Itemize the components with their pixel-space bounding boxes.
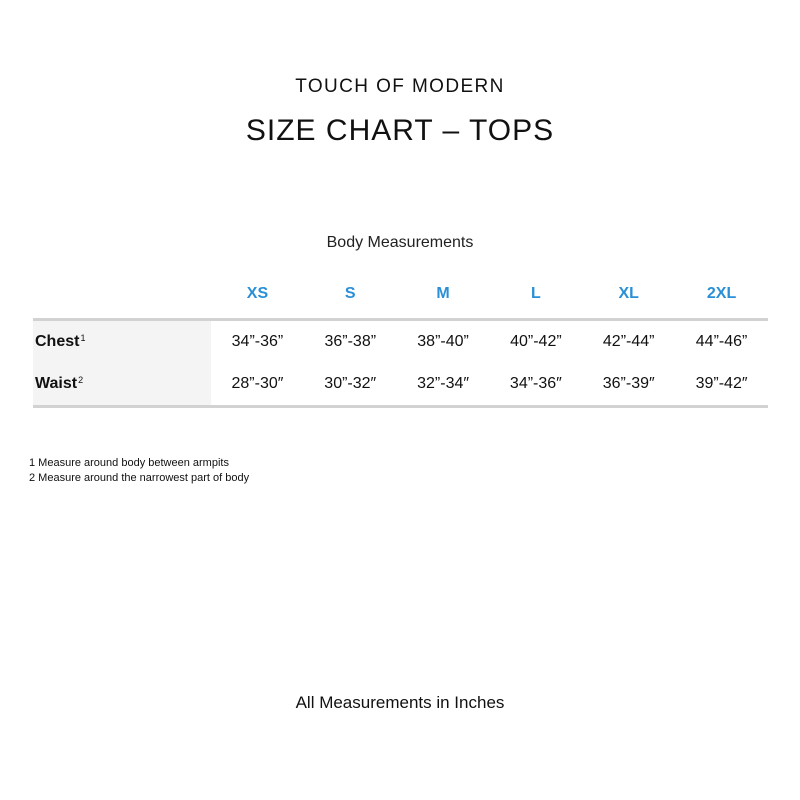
table-cell: 34”-36” [231, 333, 284, 350]
table-cell: 36”-38” [324, 333, 377, 350]
size-header-m: M [397, 270, 490, 320]
brand-logo: TOUCH OF MODERN [295, 76, 505, 97]
table-cell: 34”-36″ [489, 363, 582, 407]
table-caption: Body Measurements [326, 234, 474, 251]
footnote-2: 2 Measure around the narrowest part of body [29, 472, 250, 484]
row-label-text: Waist [35, 375, 78, 392]
table-cell: 28”-30″ [211, 363, 304, 407]
table-cell: 38”-40” [417, 333, 469, 350]
size-header-xs: XS [211, 270, 304, 320]
size-header-row [33, 270, 768, 320]
size-header-2xl: 2XL [675, 270, 768, 320]
header-corner [33, 270, 211, 320]
row-label-text: Chest [35, 333, 80, 350]
footnote-1: 1 Measure around body between armpits [29, 457, 229, 469]
size-header-s: S [304, 270, 397, 320]
table-cell: 39”-42″ [675, 363, 768, 407]
row-label-chest [33, 320, 211, 364]
footnote-mark: 2 [78, 375, 84, 385]
table-row-chest [33, 320, 768, 364]
table-cell: 44”-46” [695, 333, 748, 350]
row-label-waist [33, 363, 211, 407]
table-cell: 36”-39″ [582, 363, 675, 407]
page-title: SIZE CHART – TOPS [245, 114, 555, 147]
size-table [33, 270, 768, 408]
units-note: All Measurements in Inches [295, 693, 505, 712]
table-cell: 30”-32″ [304, 363, 397, 407]
footnote-mark: 1 [80, 333, 86, 343]
table-row-waist [33, 363, 768, 407]
table-cell: 32”-34″ [397, 363, 490, 407]
size-header-l: L [489, 270, 582, 320]
size-header-xl: XL [582, 270, 675, 320]
table-cell: 42”-44” [602, 333, 655, 350]
footnotes [29, 456, 249, 486]
table-cell: 40”-42” [510, 333, 562, 350]
